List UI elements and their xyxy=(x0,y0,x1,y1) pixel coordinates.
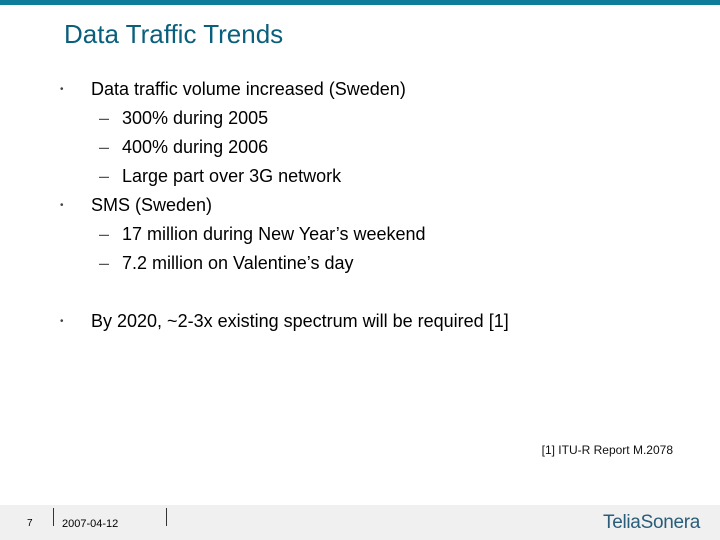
dash-icon: – xyxy=(99,166,110,186)
bullet-dot-icon: • xyxy=(60,316,64,327)
sub-bullet-item xyxy=(60,162,700,191)
top-accent-rule xyxy=(0,0,720,5)
bullet-dot-icon: • xyxy=(60,84,64,95)
bullet-text: Data traffic volume increased (Sweden) xyxy=(91,79,406,99)
sub-bullet-item xyxy=(60,104,700,133)
bullet-text: By 2020, ~2-3x existing spectrum will be required [1] xyxy=(91,311,509,331)
footer-divider xyxy=(166,508,167,526)
dash-icon: – xyxy=(99,224,110,244)
dash-icon: – xyxy=(99,253,110,273)
sub-bullet-text: 17 million during New Year’s weekend xyxy=(122,224,426,244)
sub-bullet-text: 300% during 2005 xyxy=(122,108,269,128)
footer-divider xyxy=(53,508,54,526)
bullet-item xyxy=(60,307,700,336)
bullet-item xyxy=(60,191,700,220)
dash-icon: – xyxy=(99,108,110,128)
sub-bullet-item xyxy=(60,133,700,162)
sub-bullet-text: 400% during 2006 xyxy=(122,137,269,157)
footer-bar xyxy=(0,505,720,540)
bullet-item xyxy=(60,75,700,104)
spacer xyxy=(60,278,700,307)
sub-bullet-item xyxy=(60,220,700,249)
teliasonera-logo: TeliaSonera xyxy=(603,512,701,533)
dash-icon: – xyxy=(99,137,110,157)
sub-bullet-text: 7.2 million on Valentine’s day xyxy=(122,253,354,273)
sub-bullet-text: Large part over 3G network xyxy=(122,166,342,186)
slide-date: 2007-04-12 xyxy=(62,518,119,530)
slide-body xyxy=(60,75,700,336)
sub-bullet-item xyxy=(60,249,700,278)
page-number: 7 xyxy=(27,518,33,529)
slide-title: Data Traffic Trends xyxy=(64,19,284,49)
footnote-reference: [1] ITU-R Report M.2078 xyxy=(541,443,673,457)
bullet-text: SMS (Sweden) xyxy=(91,195,213,215)
bullet-dot-icon: • xyxy=(60,200,64,211)
